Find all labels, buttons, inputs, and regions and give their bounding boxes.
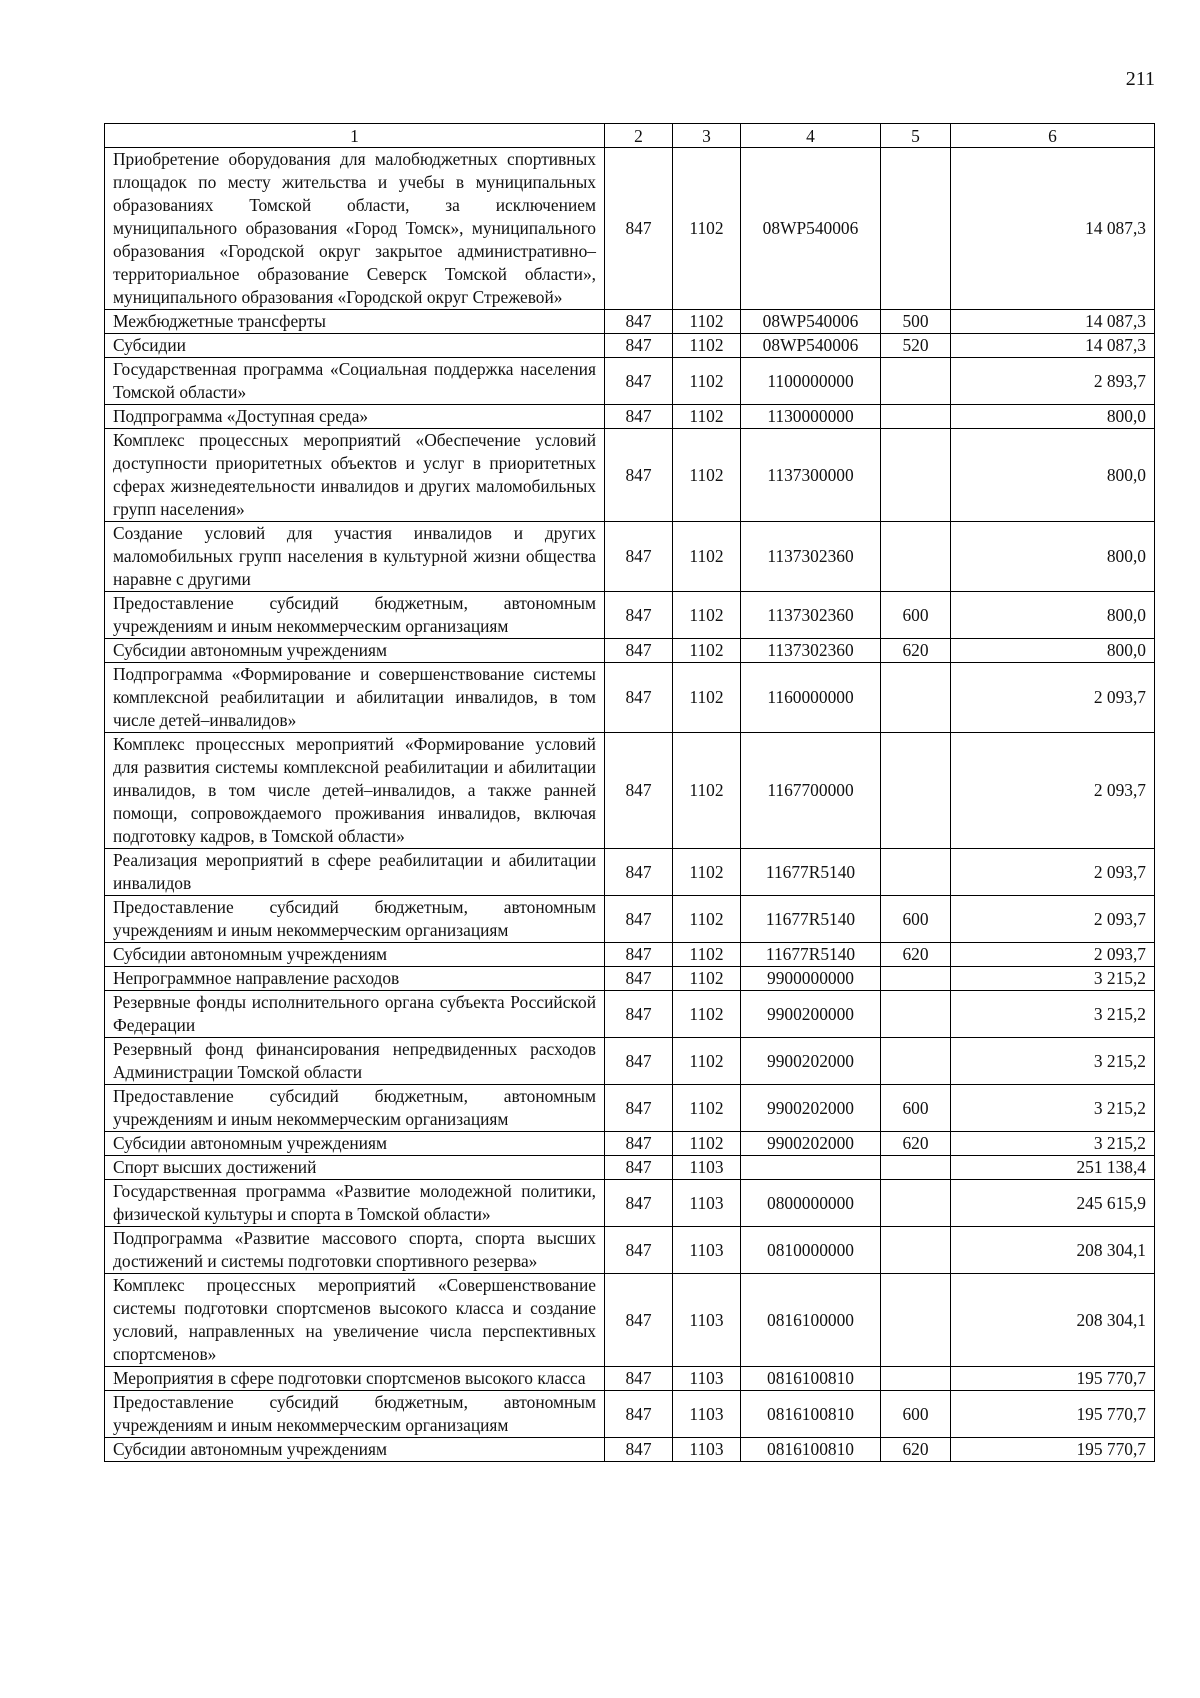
- department-code-cell: 847: [605, 1038, 673, 1085]
- expense-type-cell: 600: [881, 1085, 951, 1132]
- amount-cell: 2 093,7: [951, 896, 1155, 943]
- section-code-cell: 1103: [673, 1438, 741, 1462]
- department-code-cell: 847: [605, 1156, 673, 1180]
- table-body: [105, 148, 1155, 1462]
- department-code-cell: 847: [605, 429, 673, 522]
- amount-cell: 208 304,1: [951, 1274, 1155, 1367]
- target-article-cell: 9900000000: [741, 967, 881, 991]
- table-row: [105, 1180, 1155, 1227]
- row-name-cell: Субсидии автономным учреждениям: [105, 1438, 605, 1462]
- target-article-cell: 9900202000: [741, 1132, 881, 1156]
- expense-type-cell: 520: [881, 334, 951, 358]
- expense-type-cell: 620: [881, 639, 951, 663]
- department-code-cell: 847: [605, 522, 673, 592]
- amount-cell: 245 615,9: [951, 1180, 1155, 1227]
- table-row: [105, 943, 1155, 967]
- row-name-cell: Комплекс процессных мероприятий «Совершенствование системы подготовки спортсменов высокого класса и создание условий, направленных на увеличение числа перспективных спортсменов»: [105, 1274, 605, 1367]
- table-row: [105, 148, 1155, 310]
- row-name-cell: Резервный фонд финансирования непредвиденных расходов Администрации Томской области: [105, 1038, 605, 1085]
- row-name-cell: Субсидии автономным учреждениям: [105, 639, 605, 663]
- section-code-cell: 1102: [673, 1038, 741, 1085]
- target-article-cell: 0816100000: [741, 1274, 881, 1367]
- table-row: [105, 405, 1155, 429]
- target-article-cell: 08WP540006: [741, 148, 881, 310]
- table-row: [105, 896, 1155, 943]
- section-code-cell: 1103: [673, 1156, 741, 1180]
- amount-cell: 2 893,7: [951, 358, 1155, 405]
- row-name-cell: Мероприятия в сфере подготовки спортсменов высокого класса: [105, 1367, 605, 1391]
- expense-type-cell: [881, 1038, 951, 1085]
- section-code-cell: 1102: [673, 1132, 741, 1156]
- expense-type-cell: [881, 148, 951, 310]
- expense-type-cell: [881, 429, 951, 522]
- section-code-cell: 1103: [673, 1180, 741, 1227]
- target-article-cell: 11677R5140: [741, 896, 881, 943]
- row-name-cell: Субсидии: [105, 334, 605, 358]
- department-code-cell: 847: [605, 358, 673, 405]
- table-row: [105, 1438, 1155, 1462]
- expense-type-cell: 500: [881, 310, 951, 334]
- department-code-cell: 847: [605, 639, 673, 663]
- department-code-cell: 847: [605, 310, 673, 334]
- table-row: [105, 663, 1155, 733]
- amount-cell: 3 215,2: [951, 1085, 1155, 1132]
- row-name-cell: Комплекс процессных мероприятий «Формирование условий для развития системы комплексной реабилитации и абилитации инвалидов, в том числе детей–инвалидов, а также ранней помощи, сопровождаемого проживания инвалидов, включая подготовку кадров, в Томской области»: [105, 733, 605, 849]
- table-row: [105, 429, 1155, 522]
- department-code-cell: 847: [605, 967, 673, 991]
- section-code-cell: 1102: [673, 358, 741, 405]
- expense-type-cell: 620: [881, 1438, 951, 1462]
- target-article-cell: 08WP540006: [741, 334, 881, 358]
- target-article-cell: 0816100810: [741, 1367, 881, 1391]
- table-row: [105, 1367, 1155, 1391]
- amount-cell: 3 215,2: [951, 1132, 1155, 1156]
- amount-cell: 2 093,7: [951, 943, 1155, 967]
- target-article-cell: 1130000000: [741, 405, 881, 429]
- department-code-cell: 847: [605, 1274, 673, 1367]
- amount-cell: 14 087,3: [951, 334, 1155, 358]
- target-article-cell: 08WP540006: [741, 310, 881, 334]
- amount-cell: 3 215,2: [951, 1038, 1155, 1085]
- expense-type-cell: 600: [881, 592, 951, 639]
- row-name-cell: Государственная программа «Развитие молодежной политики, физической культуры и спорта в Томской области»: [105, 1180, 605, 1227]
- target-article-cell: 0816100810: [741, 1438, 881, 1462]
- row-name-cell: Реализация мероприятий в сфере реабилитации и абилитации инвалидов: [105, 849, 605, 896]
- row-name-cell: Создание условий для участия инвалидов и других маломобильных групп населения в культурной жизни общества наравне с другими: [105, 522, 605, 592]
- section-code-cell: 1103: [673, 1227, 741, 1274]
- column-header: 1: [105, 124, 605, 148]
- table-row: [105, 967, 1155, 991]
- department-code-cell: 847: [605, 849, 673, 896]
- section-code-cell: 1102: [673, 663, 741, 733]
- target-article-cell: 1167700000: [741, 733, 881, 849]
- section-code-cell: 1102: [673, 1085, 741, 1132]
- table-row: [105, 991, 1155, 1038]
- expense-type-cell: [881, 358, 951, 405]
- department-code-cell: 847: [605, 334, 673, 358]
- expense-type-cell: [881, 1180, 951, 1227]
- target-article-cell: 0810000000: [741, 1227, 881, 1274]
- department-code-cell: 847: [605, 1391, 673, 1438]
- section-code-cell: 1103: [673, 1274, 741, 1367]
- column-header: 6: [951, 124, 1155, 148]
- expense-type-cell: 600: [881, 896, 951, 943]
- amount-cell: 3 215,2: [951, 991, 1155, 1038]
- expense-type-cell: [881, 1274, 951, 1367]
- department-code-cell: 847: [605, 592, 673, 639]
- row-name-cell: Подпрограмма «Формирование и совершенствование системы комплексной реабилитации и абилитации инвалидов, в том числе детей–инвалидов»: [105, 663, 605, 733]
- table-row: [105, 522, 1155, 592]
- expense-type-cell: [881, 405, 951, 429]
- amount-cell: 14 087,3: [951, 310, 1155, 334]
- section-code-cell: 1102: [673, 943, 741, 967]
- column-header: 4: [741, 124, 881, 148]
- table-row: [105, 1227, 1155, 1274]
- department-code-cell: 847: [605, 1085, 673, 1132]
- table-row: [105, 733, 1155, 849]
- amount-cell: 14 087,3: [951, 148, 1155, 310]
- row-name-cell: Спорт высших достижений: [105, 1156, 605, 1180]
- row-name-cell: Предоставление субсидий бюджетным, автономным учреждениям и иным некоммерческим организациям: [105, 896, 605, 943]
- row-name-cell: Резервные фонды исполнительного органа субъекта Российской Федерации: [105, 991, 605, 1038]
- row-name-cell: Непрограммное направление расходов: [105, 967, 605, 991]
- amount-cell: 208 304,1: [951, 1227, 1155, 1274]
- department-code-cell: 847: [605, 1438, 673, 1462]
- department-code-cell: 847: [605, 733, 673, 849]
- section-code-cell: 1102: [673, 334, 741, 358]
- target-article-cell: 9900200000: [741, 991, 881, 1038]
- section-code-cell: 1103: [673, 1367, 741, 1391]
- target-article-cell: 1137300000: [741, 429, 881, 522]
- expense-type-cell: [881, 991, 951, 1038]
- target-article-cell: 9900202000: [741, 1038, 881, 1085]
- expense-type-cell: [881, 522, 951, 592]
- table-row: [105, 358, 1155, 405]
- row-name-cell: Комплекс процессных мероприятий «Обеспечение условий доступности приоритетных объектов и услуг в приоритетных сферах жизнедеятельности инвалидов и других маломобильных групп населения»: [105, 429, 605, 522]
- table-row: [105, 1132, 1155, 1156]
- expense-type-cell: [881, 733, 951, 849]
- section-code-cell: 1102: [673, 405, 741, 429]
- row-name-cell: Подпрограмма «Развитие массового спорта, спорта высших достижений и системы подготовки спортивного резерва»: [105, 1227, 605, 1274]
- amount-cell: 2 093,7: [951, 663, 1155, 733]
- department-code-cell: 847: [605, 943, 673, 967]
- target-article-cell: 9900202000: [741, 1085, 881, 1132]
- department-code-cell: 847: [605, 663, 673, 733]
- amount-cell: 800,0: [951, 429, 1155, 522]
- target-article-cell: 11677R5140: [741, 943, 881, 967]
- target-article-cell: 1160000000: [741, 663, 881, 733]
- expense-type-cell: [881, 663, 951, 733]
- expense-type-cell: [881, 1227, 951, 1274]
- section-code-cell: 1102: [673, 967, 741, 991]
- department-code-cell: 847: [605, 1367, 673, 1391]
- table-row: [105, 849, 1155, 896]
- amount-cell: 195 770,7: [951, 1367, 1155, 1391]
- section-code-cell: 1102: [673, 429, 741, 522]
- department-code-cell: 847: [605, 148, 673, 310]
- section-code-cell: 1102: [673, 148, 741, 310]
- section-code-cell: 1102: [673, 592, 741, 639]
- section-code-cell: 1102: [673, 310, 741, 334]
- amount-cell: 251 138,4: [951, 1156, 1155, 1180]
- column-header: 5: [881, 124, 951, 148]
- amount-cell: 195 770,7: [951, 1438, 1155, 1462]
- column-header: 2: [605, 124, 673, 148]
- column-header: 3: [673, 124, 741, 148]
- target-article-cell: [741, 1156, 881, 1180]
- target-article-cell: 0816100810: [741, 1391, 881, 1438]
- target-article-cell: 1137302360: [741, 592, 881, 639]
- row-name-cell: Межбюджетные трансферты: [105, 310, 605, 334]
- expense-type-cell: 600: [881, 1391, 951, 1438]
- section-code-cell: 1102: [673, 896, 741, 943]
- header-row: [105, 124, 1155, 148]
- table-row: [105, 1391, 1155, 1438]
- budget-table: [104, 123, 1155, 1462]
- page-number: 211: [1125, 68, 1155, 90]
- amount-cell: 800,0: [951, 522, 1155, 592]
- target-article-cell: 11677R5140: [741, 849, 881, 896]
- row-name-cell: Подпрограмма «Доступная среда»: [105, 405, 605, 429]
- table-row: [105, 592, 1155, 639]
- expense-type-cell: 620: [881, 1132, 951, 1156]
- section-code-cell: 1102: [673, 522, 741, 592]
- section-code-cell: 1103: [673, 1391, 741, 1438]
- table-row: [105, 310, 1155, 334]
- amount-cell: 800,0: [951, 592, 1155, 639]
- row-name-cell: Предоставление субсидий бюджетным, автономным учреждениям и иным некоммерческим организациям: [105, 1391, 605, 1438]
- amount-cell: 2 093,7: [951, 733, 1155, 849]
- amount-cell: 3 215,2: [951, 967, 1155, 991]
- department-code-cell: 847: [605, 896, 673, 943]
- target-article-cell: 1137302360: [741, 522, 881, 592]
- amount-cell: 800,0: [951, 405, 1155, 429]
- expense-type-cell: [881, 1156, 951, 1180]
- row-name-cell: Предоставление субсидий бюджетным, автономным учреждениям и иным некоммерческим организациям: [105, 592, 605, 639]
- amount-cell: 195 770,7: [951, 1391, 1155, 1438]
- target-article-cell: 1100000000: [741, 358, 881, 405]
- table-row: [105, 1156, 1155, 1180]
- table-row: [105, 1085, 1155, 1132]
- expense-type-cell: [881, 849, 951, 896]
- department-code-cell: 847: [605, 1132, 673, 1156]
- amount-cell: 2 093,7: [951, 849, 1155, 896]
- table-row: [105, 1038, 1155, 1085]
- expense-type-cell: [881, 967, 951, 991]
- department-code-cell: 847: [605, 1227, 673, 1274]
- table-row: [105, 334, 1155, 358]
- department-code-cell: 847: [605, 1180, 673, 1227]
- section-code-cell: 1102: [673, 991, 741, 1038]
- target-article-cell: 1137302360: [741, 639, 881, 663]
- section-code-cell: 1102: [673, 849, 741, 896]
- table-row: [105, 1274, 1155, 1367]
- row-name-cell: Предоставление субсидий бюджетным, автономным учреждениям и иным некоммерческим организациям: [105, 1085, 605, 1132]
- expense-type-cell: 620: [881, 943, 951, 967]
- department-code-cell: 847: [605, 991, 673, 1038]
- department-code-cell: 847: [605, 405, 673, 429]
- expense-type-cell: [881, 1367, 951, 1391]
- row-name-cell: Государственная программа «Социальная поддержка населения Томской области»: [105, 358, 605, 405]
- section-code-cell: 1102: [673, 639, 741, 663]
- row-name-cell: Субсидии автономным учреждениям: [105, 1132, 605, 1156]
- target-article-cell: 0800000000: [741, 1180, 881, 1227]
- amount-cell: 800,0: [951, 639, 1155, 663]
- row-name-cell: Субсидии автономным учреждениям: [105, 943, 605, 967]
- table-row: [105, 639, 1155, 663]
- section-code-cell: 1102: [673, 733, 741, 849]
- row-name-cell: Приобретение оборудования для малобюджетных спортивных площадок по месту жительства и учебы в муниципальных образованиях Томской области, за исключением муниципального образования «Город Томск», муниципального образования «Городской округ закрытое административно–территориальное образование Северск Томской области», муниципального образования «Городской округ Стрежевой»: [105, 148, 605, 310]
